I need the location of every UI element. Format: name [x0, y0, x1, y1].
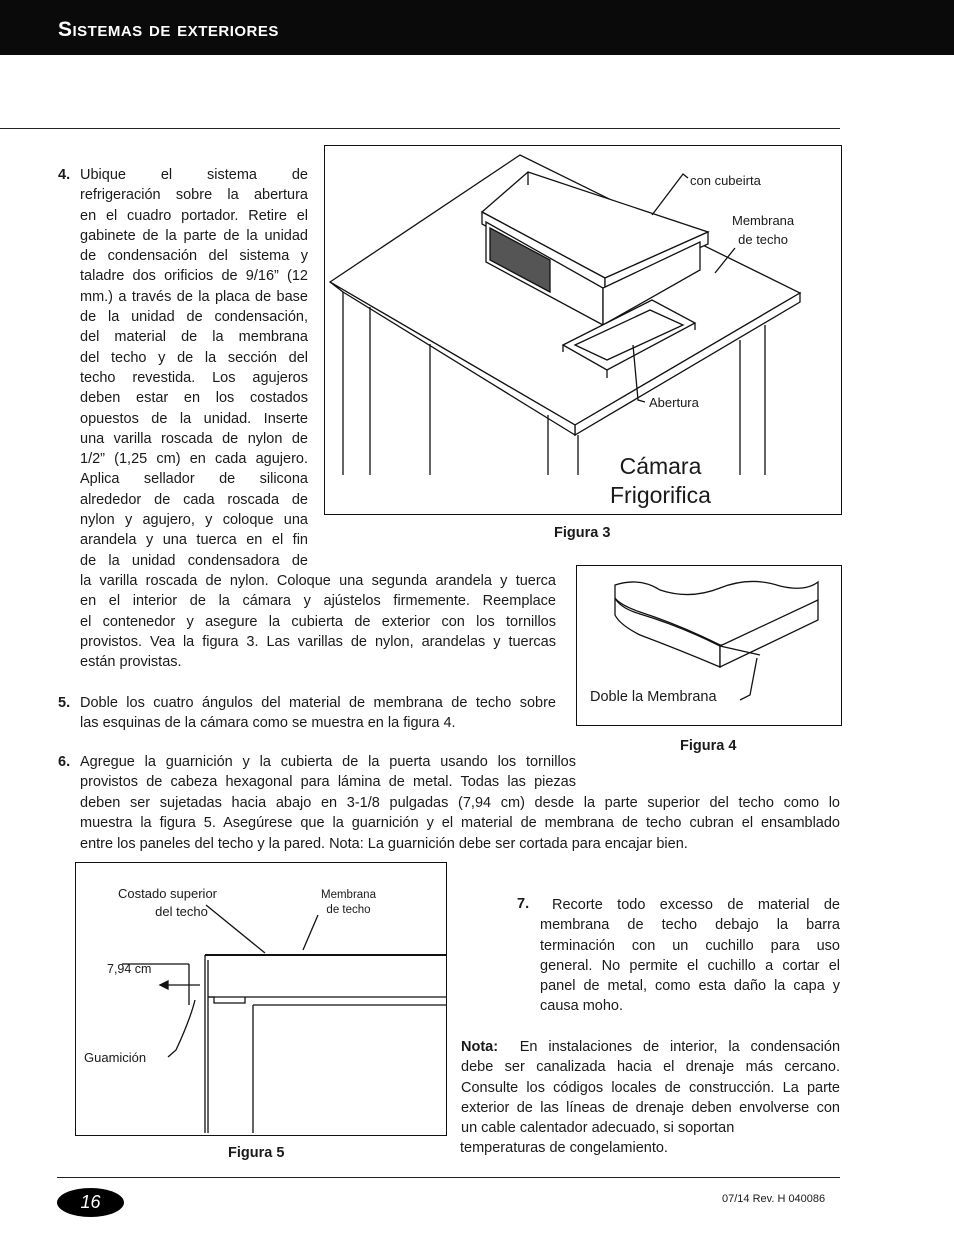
step-4-line: refrigeración sobre la abertura — [80, 187, 308, 204]
step-4-line: Aplica sellador de silicona — [80, 471, 308, 488]
step-4-line: opuestos de la unidad. Inserte — [80, 410, 308, 427]
step-4-line: de la unidad de condensación, — [80, 309, 308, 326]
step-4-line: el contenedor y asegure la cubierta de exterior con los tornillos — [80, 613, 556, 630]
note-label: Nota: — [461, 1039, 499, 1055]
step-4-line: una varilla roscada de nylon de — [80, 430, 308, 447]
note-line: debe ser canalizada hacia el drenaje más cercano. — [461, 1059, 840, 1076]
step-7-line: causa moho. — [540, 998, 624, 1015]
step-4-line: de la unidad condensadora de — [80, 552, 308, 569]
step-4-line: taladre dos orificios de 9/16” (12 — [80, 268, 308, 285]
step-4-line: del techo y de la sección del — [80, 349, 308, 366]
step-6-line: deben ser sujetadas hacia abajo en 3-1/8 pulgadas (7,94 cm) desde la parte superior del techo como lo — [80, 795, 840, 811]
figure-5-label-trim: Guamición — [84, 1050, 147, 1065]
step-5-number: 5. — [58, 695, 71, 711]
step-7-line: general. No permite el cuchillo a cortar el — [540, 957, 840, 974]
step-6-number: 6. — [58, 754, 71, 770]
footer-revision: 07/14 Rev. H 040086 — [722, 1193, 826, 1205]
step-4-line: la varilla roscada de nylon. Coloque una segunda arandela y tuerca — [80, 573, 556, 589]
step-4-line: techo revestida. Los agujeros — [80, 369, 308, 386]
step-6-line: Agregue la guarnición y la cubierta de la puerta usando los tornillos — [80, 754, 576, 770]
figure-5-label-top: Costado superior del techo — [118, 886, 217, 919]
step-4-line: deben estar en los costados — [80, 390, 308, 407]
step-7-line: terminación con un cuchillo para uso — [540, 937, 840, 954]
step-4-line: gabinete de la parte de la unidad — [80, 227, 308, 244]
figure-5-label-dim: 7,94 cm — [107, 962, 152, 976]
step-7-line: membrana de techo debajo la barra — [540, 917, 840, 934]
step-6-line: entre los paneles del techo y la pared. Nota: La guarnición debe ser cortada para encajar bien. — [80, 835, 688, 852]
figure-4-caption: Figura 4 — [680, 738, 737, 754]
note-first-line: En instalaciones de interior, la condensación — [519, 1039, 841, 1055]
step-4-line: del material de la membrana — [80, 329, 308, 346]
note-line: exterior de las líneas de drenaje deben envolverse con — [461, 1099, 840, 1116]
step-7-line: Recorte todo excesso de material de — [552, 897, 840, 913]
figure-5-caption: Figura 5 — [228, 1145, 285, 1161]
step-4-line: en el interior de la cámara y ajústelos firmemente. Reemplace — [80, 593, 556, 610]
step-4-line: alrededor de cada roscada de — [80, 491, 308, 508]
step-7-number: 7. — [517, 896, 530, 912]
step-7-line: panel de metal, como esta daño la capa y — [540, 978, 840, 995]
step-6-line: muestra la figura 5. Asegúrese que la guarnición y el material de membrana de techo cubran el ensamblado — [80, 815, 840, 832]
step-6-line: provistos de cabeza hexagonal para lámina de metal. Todas las piezas — [80, 774, 576, 791]
figure-3-label-cover: con cubeirta — [690, 173, 761, 188]
step-4-number: 4. — [58, 167, 71, 183]
figure-3-caption: Figura 3 — [554, 525, 611, 541]
note-line: Consulte los códigos locales de construcción. La parte — [461, 1079, 840, 1096]
page-number-badge: 16 — [57, 1188, 124, 1217]
bottom-rule — [57, 1177, 840, 1178]
step-4-line: mm.) a través de la placa de base — [80, 288, 308, 305]
figure-4-label-fold: Doble la Membrana — [590, 689, 717, 705]
figure-3-label-room: Cámara Frigorifica — [610, 453, 711, 508]
step-4-line: nylon y agujero, y coloque una — [80, 512, 308, 529]
step-4-line: están provistas. — [80, 654, 182, 671]
note-last-line: temperaturas de congelamiento. — [460, 1140, 668, 1156]
figure-3-label-membrane: Membrana de techo — [732, 213, 795, 247]
step-4-line: arandela y una tuerca en el fin — [80, 532, 308, 549]
step-4-line: Ubique el sistema de — [80, 167, 308, 183]
figure-3-label-opening: Abertura — [649, 395, 699, 410]
step-4-line: en el cuadro portador. Retire el — [80, 207, 308, 224]
note-line: un cable calentador adecuado, si soportan — [461, 1120, 735, 1137]
step-5-line: Doble los cuatro ángulos del material de membrana de techo sobre — [80, 695, 556, 711]
step-4-line: provistos. Vea la figura 3. Las varillas de nylon, arandelas y tuercas — [80, 633, 556, 650]
page-title: Sistemas de exteriores — [58, 18, 279, 41]
step-4-line: 1/2” (1,25 cm) en cada agujero. — [80, 451, 308, 468]
step-4-line: de condensación del sistema y — [80, 248, 308, 265]
step-5-line: las esquinas de la cámara como se muestra en la figura 4. — [80, 715, 456, 732]
figure-5-label-membrane: Membrana de techo — [321, 889, 376, 916]
